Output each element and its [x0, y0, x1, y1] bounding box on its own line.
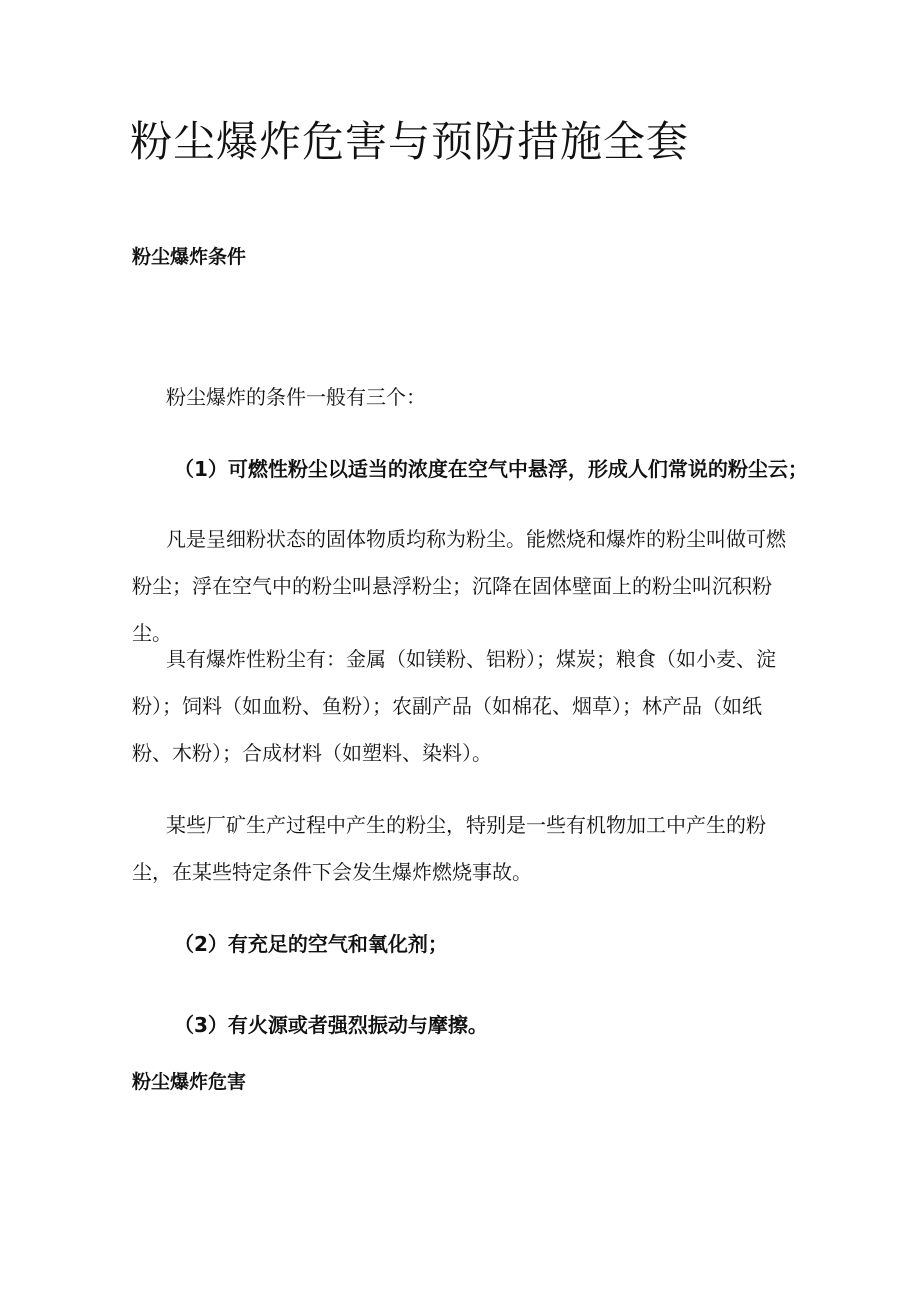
- section-heading-hazards: 粉尘爆炸危害: [132, 1071, 247, 1093]
- paragraph-explosive-dusts: 具有爆炸性粉尘有：金属（如镁粉、铝粉）；煤炭；粮食（如小麦、淀粉）；饲料（如血粉、鱼粉）；农副产品（如棉花、烟草）；林产品（如纸粉、木粉）；合成材料（如塑料、染料）。: [132, 647, 776, 765]
- paragraph-dust-definition: 凡是呈细粉状态的固体物质均称为粉尘。能燃烧和爆炸的粉尘叫做可燃粉尘；浮在空气中的粉尘叫悬浮粉尘；沉降在固体壁面上的粉尘叫沉积粉尘。: [132, 527, 786, 645]
- document-title: 粉尘爆炸危害与预防措施全套: [130, 117, 690, 166]
- conditions-intro: 粉尘爆炸的条件一般有三个：: [166, 385, 426, 409]
- paragraph-industrial-dust: 某些厂矿生产过程中产生的粉尘，特别是一些有机物加工中产生的粉尘，在某些特定条件下会发生爆炸燃烧事故。: [132, 813, 766, 884]
- section-heading-conditions: 粉尘爆炸条件: [132, 246, 247, 268]
- condition-item-1: （1）可燃性粉尘以适当的浓度在空气中悬浮，形成人们常说的粉尘云；: [174, 457, 808, 481]
- condition-item-3: （3）有火源或者强烈振动与摩擦。: [174, 1013, 488, 1037]
- condition-item-2: （2）有充足的空气和氧化剂；: [174, 932, 448, 956]
